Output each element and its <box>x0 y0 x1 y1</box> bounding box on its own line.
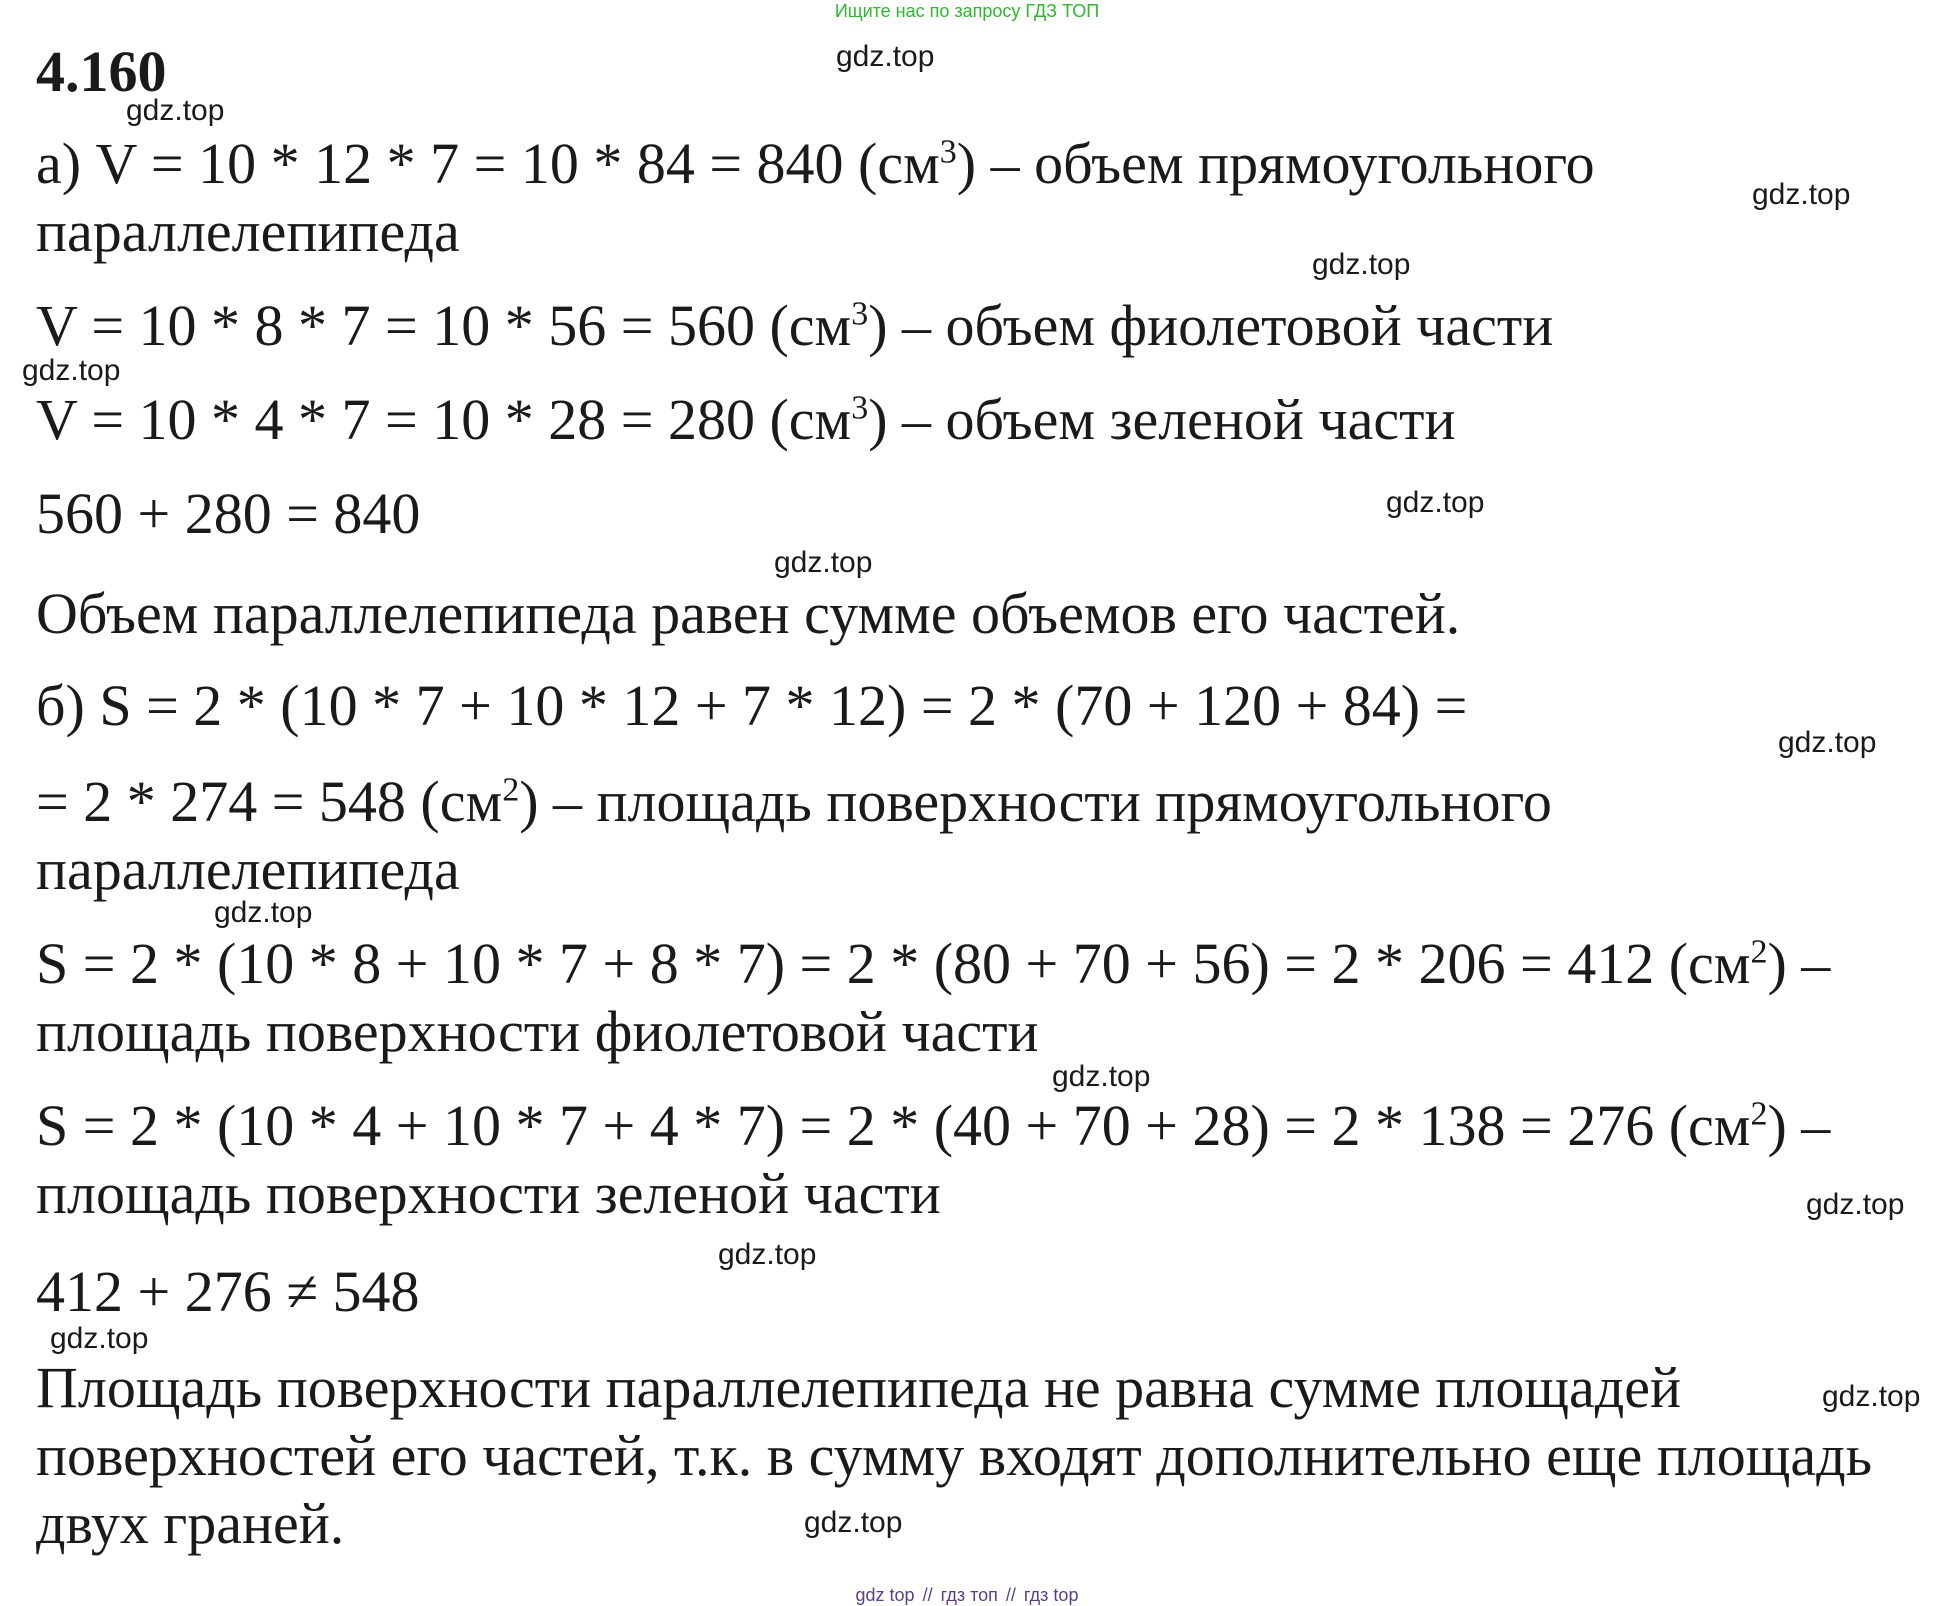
watermark: gdz.top <box>836 40 935 73</box>
part-a-line-1: а) V = 10 * 12 * 7 = 10 * 84 = 840 $(см^3)$ – объем прямоугольного <box>36 131 1595 196</box>
watermark: gdz.top <box>1386 486 1485 519</box>
footer-links <box>0 1584 1934 1606</box>
part-b-line-7: площадь поверхности зеленой части <box>36 1161 941 1226</box>
part-b-line-6: S = 2 * (10 * 4 + 10 * 7 + 4 * 7) = 2 * (40 + 70 + 28) = 2 * 138 = 276 $(см^2)$ – <box>36 1093 1831 1158</box>
part-a-line-2: параллелепипеда <box>36 199 460 264</box>
footer-link-gdz-top[interactable]: gdz top <box>855 1585 915 1605</box>
footer-link-gdz-top-mixed[interactable]: гдз top <box>1023 1585 1079 1605</box>
top-banner: Ищите нас по запросу ГДЗ ТОП <box>834 1 1100 21</box>
watermark: gdz.top <box>1822 1380 1921 1413</box>
problem-number: 4.160 <box>36 39 167 104</box>
part-a-line-5: 560 + 280 = 840 <box>36 481 421 546</box>
part-b-line-1: б) S = 2 * (10 * 7 + 10 * 12 + 7 * 12) = 2 * (70 + 120 + 84) = <box>36 673 1468 738</box>
part-a-line-3: V = 10 * 8 * 7 = 10 * 56 = 560 $(см^3)$ – объем фиолетовой части <box>36 293 1554 358</box>
part-b-line-8: 412 + 276 ≠ 548 <box>36 1259 420 1324</box>
watermark: gdz.top <box>804 1506 903 1539</box>
watermark: gdz.top <box>1806 1188 1905 1221</box>
footer-separator: // <box>922 1585 933 1605</box>
part-a-conclusion: Объем параллелепипеда равен сумме объемов его частей. <box>36 581 1461 646</box>
part-b-line-5: площадь поверхности фиолетовой части <box>36 999 1039 1064</box>
watermark: gdz.top <box>718 1238 817 1271</box>
watermark: gdz.top <box>22 354 121 387</box>
part-a-line-4: V = 10 * 4 * 7 = 10 * 28 = 280 $(см^3)$ – объем зеленой части <box>36 387 1456 452</box>
footer-link-gdz-top-ru[interactable]: гдз топ <box>940 1585 998 1605</box>
watermark: gdz.top <box>774 546 873 579</box>
watermark: gdz.top <box>214 896 313 929</box>
watermark: gdz.top <box>1752 178 1851 211</box>
part-b-conclusion-2: поверхностей его частей, т.к. в сумму входят дополнительно еще площадь <box>36 1423 1873 1488</box>
watermark: gdz.top <box>50 1322 149 1355</box>
watermark: gdz.top <box>126 94 225 127</box>
part-b-line-2: = 2 * 274 = 548 $(см^2)$ – площадь поверхности прямоугольного <box>36 769 1552 834</box>
part-b-line-4: S = 2 * (10 * 8 + 10 * 7 + 8 * 7) = 2 * (80 + 70 + 56) = 2 * 206 = 412 $(см^2)$ – <box>36 931 1831 996</box>
watermark: gdz.top <box>1052 1060 1151 1093</box>
watermark: gdz.top <box>1778 726 1877 759</box>
part-b-line-3: параллелепипеда <box>36 837 460 902</box>
watermark: gdz.top <box>1312 248 1411 281</box>
part-b-conclusion-1: Площадь поверхности параллелепипеда не равна сумме площадей <box>36 1355 1682 1420</box>
part-b-conclusion-3: двух граней. <box>36 1491 345 1556</box>
footer-separator: // <box>1005 1585 1016 1605</box>
